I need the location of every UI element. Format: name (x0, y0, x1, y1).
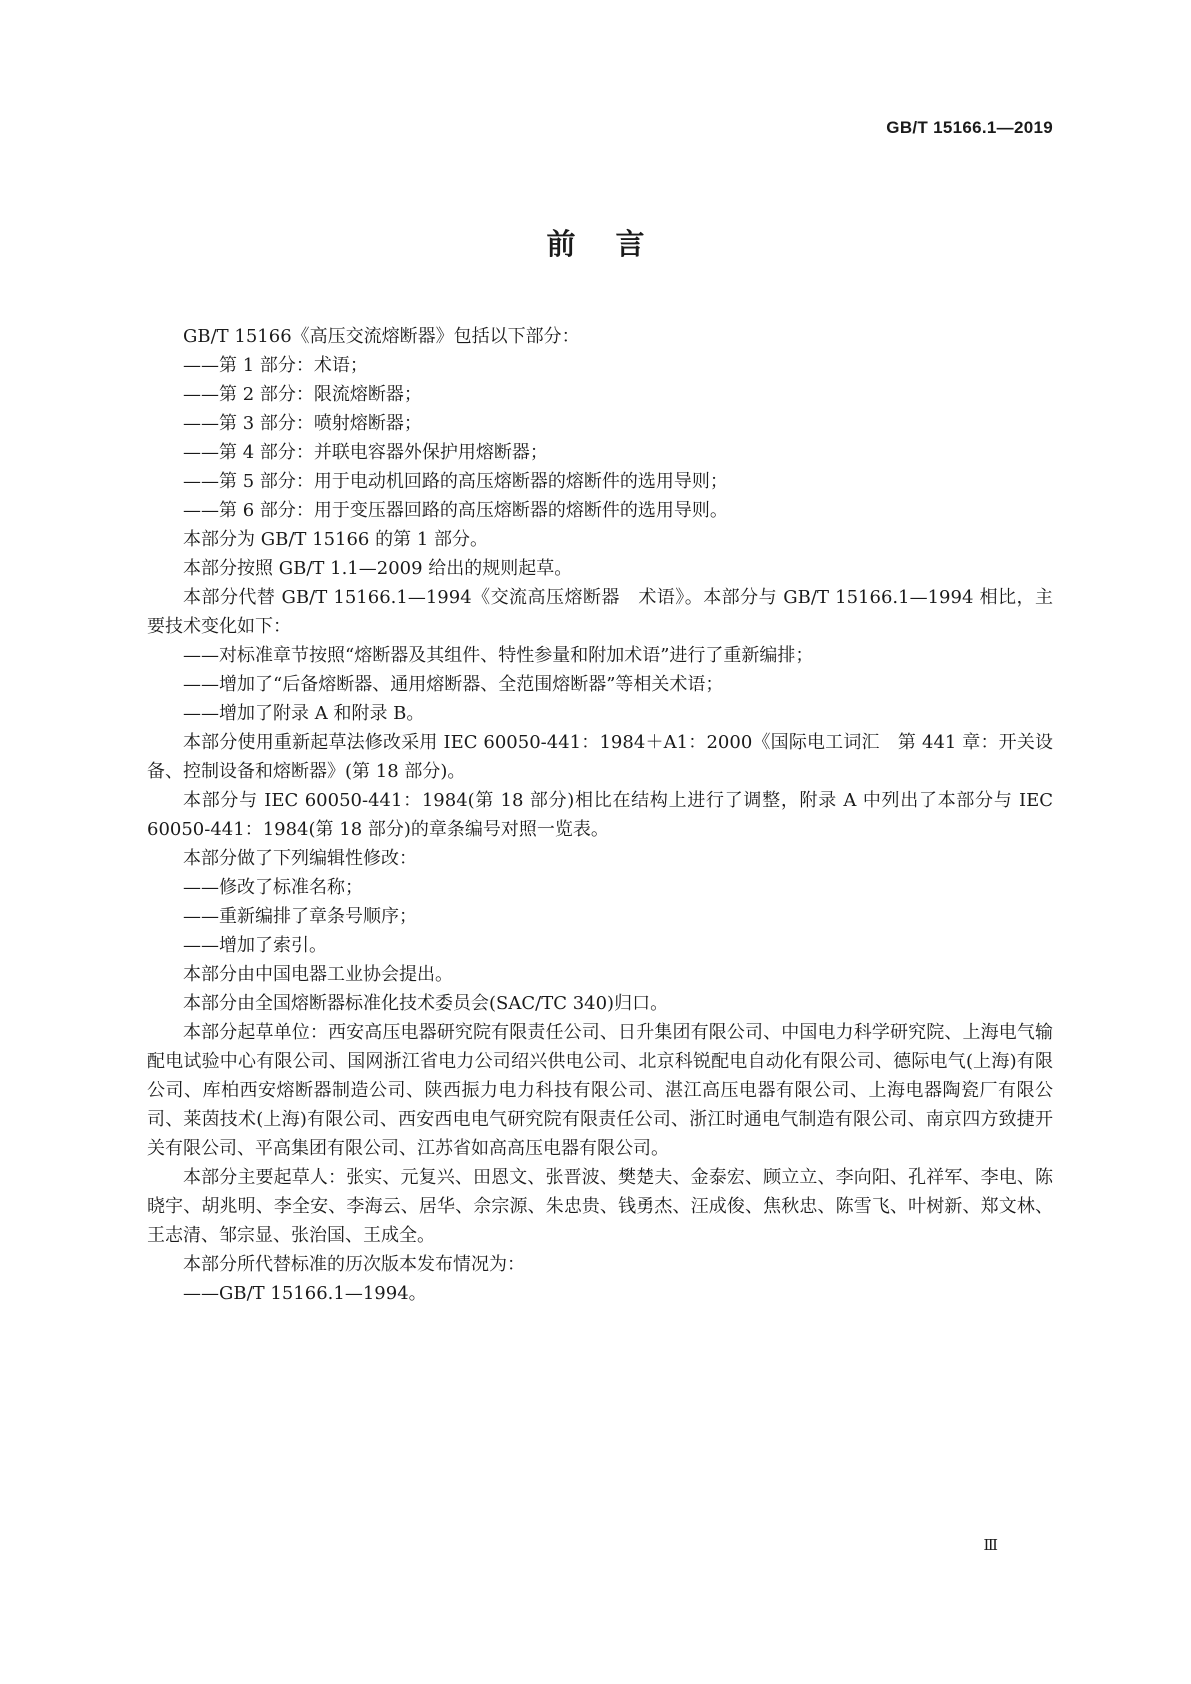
list-item: ——增加了“后备熔断器、通用熔断器、全范围熔断器”等相关术语； (183, 674, 724, 695)
paragraph: 本部分起草单位：西安高压电器研究院有限责任公司、日升集团有限公司、中国电力科学研究院、上海电气输配电试验中心有限公司、国网浙江省电力公司绍兴供电公司、北京科锐配电自动化有限公司、德际电气(上海)有限公司、库柏西安熔断器制造公司、陕西振力电力科技有限公司、湛江高压电器有限公司、上海电器陶瓷厂有限公司、莱茵技术(上海)有限公司、西安西电电气研究院有限责任公司、浙江时通电气制造有限公司、南京四方致捷开关有限公司、平高集团有限公司、江苏省如高高压电器有限公司。 (147, 1022, 1053, 1159)
list-item: ——重新编排了章条号顺序； (183, 906, 417, 927)
paragraph: 本部分使用重新起草法修改采用 IEC 60050-441：1984＋A1：2000《国际电工词汇 第 441 章：开关设备、控制设备和熔断器》(第 18 部分)。 (147, 732, 1053, 782)
paragraph: 本部分由中国电器工业协会提出。 (183, 964, 453, 985)
page-title: 前言 (546, 227, 685, 261)
list-item: ——GB/T 15166.1—1994。 (183, 1283, 427, 1304)
list-item: ——第 6 部分：用于变压器回路的高压熔断器的熔断件的选用导则。 (183, 500, 728, 521)
page-number: Ⅲ (983, 1536, 998, 1554)
paragraph: 本部分主要起草人：张实、元复兴、田恩文、张晋波、樊楚夫、金泰宏、顾立立、李向阳、孔祥军、李电、陈晓宇、胡兆明、李全安、李海云、居华、佘宗源、朱忠贵、钱勇杰、汪成俊、焦秋忠、陈雪飞、叶树新、郑文林、王志清、邹宗显、张治国、王成全。 (147, 1167, 1053, 1246)
paragraph: 本部分做了下列编辑性修改： (183, 848, 417, 869)
list-item: ——增加了索引。 (183, 935, 327, 956)
paragraph: 本部分与 IEC 60050-441：1984(第 18 部分)相比在结构上进行了调整，附录 A 中列出了本部分与 IEC 60050-441：1984(第 18 部分)的章条编号对照一览表。 (147, 790, 1053, 840)
standard-code-header: GB/T 15166.1—2019 (886, 118, 1053, 137)
paragraph: 本部分所代替标准的历次版本发布情况为： (183, 1254, 525, 1275)
paragraph: 本部分按照 GB/T 1.1—2009 给出的规则起草。 (183, 558, 573, 579)
paragraph: 本部分由全国熔断器标准化技术委员会(SAC/TC 340)归口。 (183, 993, 669, 1014)
list-item: ——增加了附录 A 和附录 B。 (183, 703, 425, 724)
list-item: ——修改了标准名称； (183, 877, 363, 898)
list-item: ——第 5 部分：用于电动机回路的高压熔断器的熔断件的选用导则； (183, 471, 728, 492)
foreword-body (147, 322, 1053, 1308)
list-item: ——对标准章节按照“熔断器及其组件、特性参量和附加术语”进行了重新编排； (183, 645, 814, 666)
paragraph: GB/T 15166《高压交流熔断器》包括以下部分： (183, 326, 580, 347)
list-item: ——第 4 部分：并联电容器外保护用熔断器； (183, 442, 548, 463)
list-item: ——第 3 部分：喷射熔断器； (183, 413, 422, 434)
paragraph: 本部分为 GB/T 15166 的第 1 部分。 (183, 529, 488, 550)
paragraph: 本部分代替 GB/T 15166.1—1994《交流高压熔断器 术语》。本部分与 GB/T 15166.1—1994 相比，主要技术变化如下： (147, 587, 1053, 637)
list-item: ——第 2 部分：限流熔断器； (183, 384, 422, 405)
list-item: ——第 1 部分：术语； (183, 355, 368, 376)
